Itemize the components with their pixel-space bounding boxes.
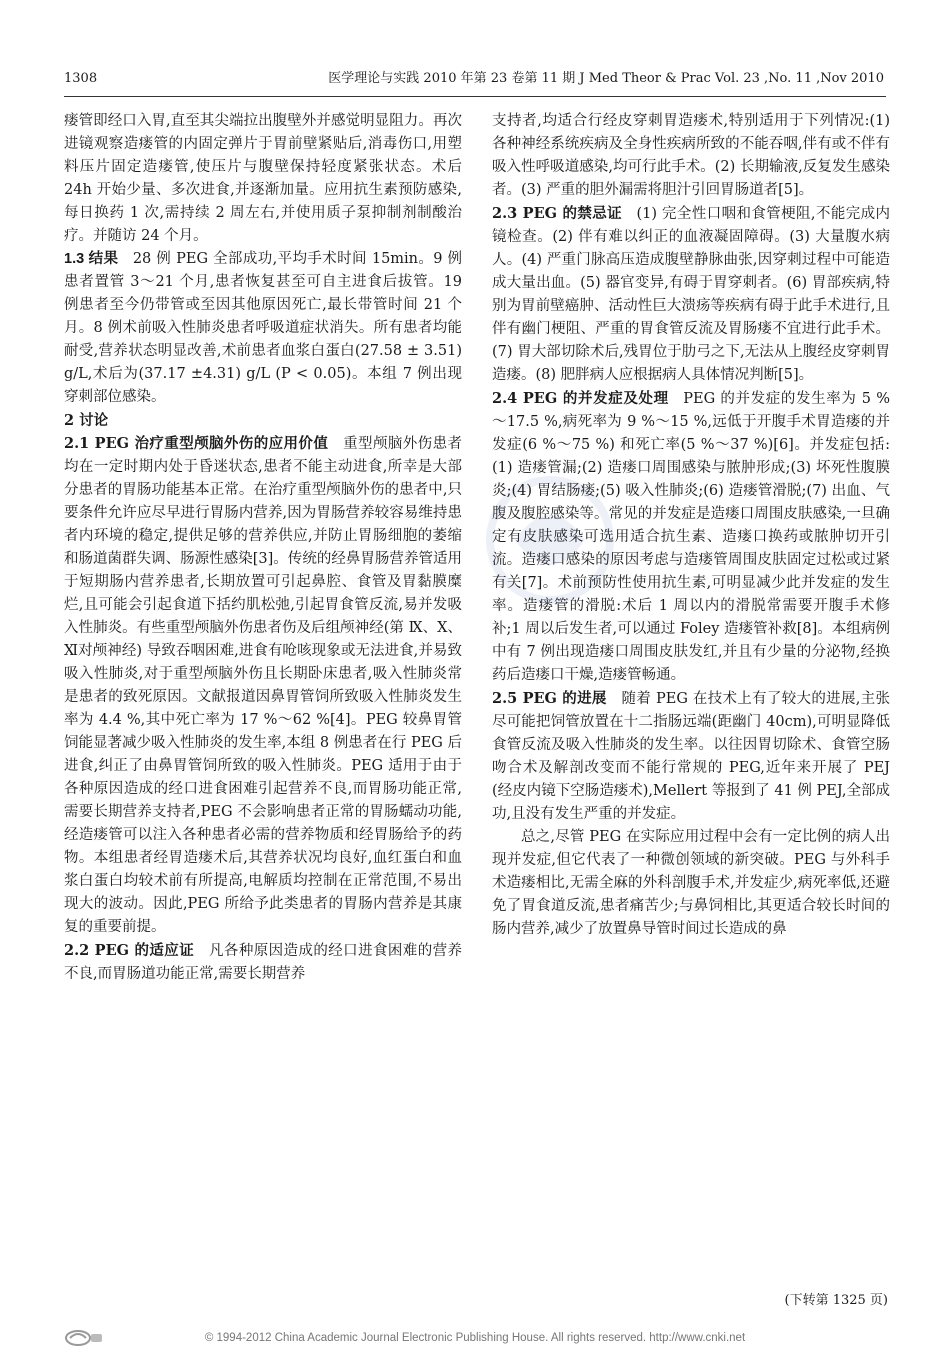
section-2-2-heading: 2.2 PEG 的适应证 xyxy=(64,942,195,959)
section-2-3-heading: 2.3 PEG 的禁忌证 xyxy=(492,205,622,222)
paragraph-indications-cont: 支持者,均适合行经皮穿刺胃造瘘术,特别适用于下列情况:(1) 各种神经系统疾病及全身性疾病所致的不能吞咽,伴有或不伴有吸入性呼吸道感染,均可行此手术。(2) 长期输液,反复发生感染者。(3) 严重的胆外漏需将胆汁引回胃肠道者[5]。 xyxy=(492,113,890,198)
section-2-3-text: (1) 完全性口咽和食管梗阻,不能完成内镜检查。(2) 伴有难以纠正的血液凝固障碍。(3) 大量腹水病人。(4) 严重门脉高压造成腹壁静脉曲张,因穿刺过程中可能造成大量出血。(5) 器官变异,有碍于胃穿刺者。(6) 胃部疾病,特别为胃前壁癌肿、活动性巨大溃疡等疾病有碍于此手术进行,且伴有幽门梗阻、严重的胃食管反流及胃肠瘘不宜进行此手术。(7) 胃大部切除术后,残胃位于肋弓之下,无法从上腹经皮穿刺胃造瘘。(8) 肥胖病人应根据病人具体情况判断[5]。 xyxy=(492,206,890,383)
page-number: 1308 xyxy=(64,71,98,86)
section-2-heading: 2 讨论 xyxy=(64,412,109,429)
footer xyxy=(64,1326,886,1350)
section-2-5 xyxy=(492,687,890,826)
continued-note: (下转第 1325 页) xyxy=(784,1293,888,1308)
cnki-logo-icon xyxy=(64,1328,104,1348)
section-2-3 xyxy=(492,202,890,387)
left-column xyxy=(64,110,462,1315)
journal-info: 医学理论与实践 2010 年第 23 卷第 11 期 J Med Theor & Prac Vol. 23 ,No. 11 ,Nov 2010 xyxy=(328,71,884,86)
cnki-watermark-icon xyxy=(470,470,630,610)
right-column xyxy=(492,110,890,1315)
section-2-4-text: PEG 的并发症的发生率为 5 %～17.5 %,病死率为 9 %～15 %,远低于开腹手术胃造瘘的并发症(6 %～75 %) 和死亡率(5 %～37 %)[6]。并发症包括:(1) 造瘘管漏;(2) 造瘘口周围感染与脓肿形成;(3) 坏死性腹膜炎;(4) 胃结肠瘘;(5) 吸入性肺炎;(6) 造瘘管滑脱;(7) 出血、气腹及腹腔感染等。常见的并发症是造瘘口周围皮肤感染,一旦确定有皮肤感染可选用适合抗生素、造瘘口换药或脓肿切开引流。造瘘口感染的原因考虑与造瘘管周围皮肤固定过松或过紧有关[7]。术前预防性使用抗生素,可明显减少此并发症的发生率。造瘘管的滑脱:术后 1 周以内的滑脱常需要开腹手术修补;1 周以后发生者,可以通过 Foley 造瘘管补救[8]。本组病例中有 7 例出现造瘘口周围皮肤发红,并且有少量的分泌物,经换药后造瘘口干燥,造瘘管畅通。 xyxy=(492,391,890,683)
paragraph-procedure-cont: 瘘管即经口入胃,直至其尖端拉出腹壁外并感觉明显阻力。再次进镜观察造瘘管的内固定弹片于胃前壁紧贴后,消毒伤口,用塑料压片固定造瘘管,使压片与腹壁保持轻度紧张状态。术后 24h 开始少量、多次进食,并逐渐加量。应用抗生素预防感染,每日换药 1 次,需持续 2 周左右,并使用质子泵抑制剂制酸治疗。并随访 24 个月。 xyxy=(64,113,462,244)
section-1-3-heading: 1.3 结果 xyxy=(64,251,119,267)
section-2-4-heading: 2.4 PEG 的并发症及处理 xyxy=(492,390,669,407)
section-2-1 xyxy=(64,432,462,939)
section-2-2 xyxy=(64,939,462,986)
page-header xyxy=(64,68,884,90)
section-2-1-heading: 2.1 PEG 治疗重型颅脑外伤的应用价值 xyxy=(64,435,329,452)
section-1-3-text: 28 例 PEG 全部成功,平均手术时间 15min。9 例患者置管 3～21 个月,患者恢复甚至可自主进食后拔管。19 例患者至今仍带管或至因其他原因死亡,最长带管时间 21 个月。8 例术前吸入性肺炎患者呼吸道症状消失。所有患者均能耐受,营养状态明显改善,术前患者血浆白蛋白(27.58 ± 3.51) g/L,术后为(37.17 ±4.31) g/L (P < 0.05)。本组 7 例出现穿刺部位感染。 xyxy=(64,251,462,405)
copyright-text: © 1994-2012 China Academic Journal Electronic Publishing House. All rights reserved. http://www.cnki.net xyxy=(204,1332,746,1344)
section-2-5-text: 随着 PEG 在技术上有了较大的进展,主张尽可能把饲管放置在十二指肠远端(距幽门 40cm),可明显降低食管反流及吸入性肺炎的发生率。以往因胃切除术、食管空肠吻合术及解剖改变而不能行常规的 PEG,近年来开展了 PEJ (经皮内镜下空肠造瘘术),Mellert 等报到了 41 例 PEJ,全部成功,且没有发生严重的并发症。 xyxy=(492,691,890,822)
section-2-2-text: 凡各种原因造成的经口进食困难的营养不良,而胃肠道功能正常,需要长期营养 xyxy=(64,943,462,982)
section-2-1-text: 重型颅脑外伤患者均在一定时期内处于昏迷状态,患者不能主动进食,所幸是大部分患者的胃肠功能基本正常。在治疗重型颅脑外伤的患者中,只要条件允许应尽早进行胃肠内营养,因为胃肠营养较容易维持患者内环境的稳定,提供足够的营养供应,并防止胃肠细胞的萎缩和肠道菌群失调、肠源性感染[3]。传统的经鼻胃肠营养管适用于短期肠内营养患者,长期放置可引起鼻腔、食管及胃黏膜糜烂,且可能会引起食道下括约肌松弛,引起胃食管反流,易并发吸入性肺炎。有些重型颅脑外伤患者伤及后组颅神经(第 Ⅸ、Ⅹ、Ⅺ对颅神经) 导致吞咽困难,进食有呛咳现象或无法进食,并易致吸入性肺炎,对于重型颅脑外伤且长期卧床患者,吸入性肺炎常是患者的致死原因。文献报道因鼻胃管饲所致吸入性肺炎发生率为 4.4 %,其中死亡率为 17 %～62 %[4]。PEG 较鼻胃管饲能显著减少吸入性肺炎的发生率,本组 8 例患者在行 PEG 后进食,纠正了由鼻胃管饲所致的吸入性肺炎。PEG 适用于由于各种原因造成的经口进食困难引起营养不良,而胃肠功能正常,需要长期营养支持者,PEG 不会影响患者正常的胃肠蠕动功能,经造瘘管可以注入各种患者必需的营养物质和经胃肠给予的药物。本组患者经胃造瘘术后,其营养状况均良好,血红蛋白和血浆白蛋白均较术前有所提高,电解质均控制在正常范围,不易出现大的波动。因此,PEG 所给予此类患者的胃肠内营养是其康复的重要前提。 xyxy=(64,436,462,935)
section-1-3 xyxy=(64,248,462,409)
header-rule xyxy=(64,96,886,97)
paragraph-conclusion: 总之,尽管 PEG 在实际应用过程中会有一定比例的病人出现并发症,但它代表了一种微创领域的新突破。PEG 与外科手术造瘘相比,无需全麻的外科剖腹手术,并发症少,病死率低,还避免了胃食道反流,患者痛苦少;与鼻饲相比,其更适合较长时间的肠内营养,减少了放置鼻导管时间过长造成的鼻 xyxy=(492,829,890,937)
section-2-5-heading: 2.5 PEG 的进展 xyxy=(492,690,607,707)
